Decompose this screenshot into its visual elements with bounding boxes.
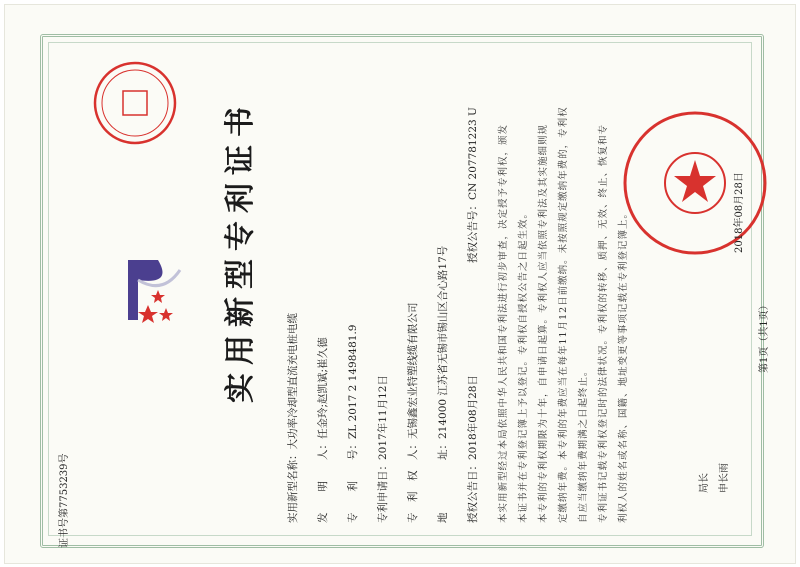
body-paragraph: 定缴纳年费。本专利的年费应当在每年11月12日前缴纳。未按照规定缴纳年费的，专利权 (558, 106, 569, 523)
body-paragraph: 本专利的专利权期限为十年，自申请日起算。专利权人应当依照专利法及其实施细则规 (538, 123, 549, 523)
field-grant-date: 授权公告日：2018年08月28日 (467, 375, 479, 523)
field-patent-number: 专 利 号：ZL 2017 2 1498481.9 (347, 324, 359, 523)
seal-date: 2018年08月28日 (734, 172, 745, 253)
body-paragraph: 专利证书记载专利权登记时的法律状况。专利权的转移、质押、无效、终止、恢复和专 (598, 123, 609, 523)
field-name: 实用新型名称：大功率冷却型直流充电桩电缆 (287, 313, 299, 523)
certificate-title: 实用新型专利证书 (223, 99, 258, 403)
page-number: 第1页（共1页） (759, 300, 770, 373)
field-patentee: 专 利 权 人：无锡鑫宏业特塑线缆有限公司 (407, 302, 419, 523)
announcement-number: 授权公告号：CN 207781223 U (467, 107, 479, 263)
field-inventor: 发 明 人：任金玲;赵凯斌;崔久德 (317, 337, 329, 523)
certificate-content (15, 8, 785, 553)
signature-name: 申长雨 (719, 463, 730, 493)
body-paragraph: 自应当缴纳年费期满之日起终止。 (578, 365, 589, 523)
signature-title: 局长 (699, 473, 710, 493)
body-paragraph: 本证书并在专利登记簿上予以登记。专利权自授权公告之日起生效。 (518, 207, 529, 523)
body-paragraph: 本实用新型经过本局依照中华人民共和国专利法进行初步审查，决定授予专利权，颁发 (498, 123, 509, 523)
body-paragraph: 利权人的姓名或名称、国籍、地址变更等事项记载在专利登记簿上。 (618, 207, 629, 523)
certificate-number: 证书号第7753239号 (59, 453, 70, 548)
field-address: 地 址：214000 江苏省无锡市锡山区合心路17号 (437, 245, 449, 523)
field-application-date: 专利申请日：2017年11月12日 (377, 375, 389, 523)
